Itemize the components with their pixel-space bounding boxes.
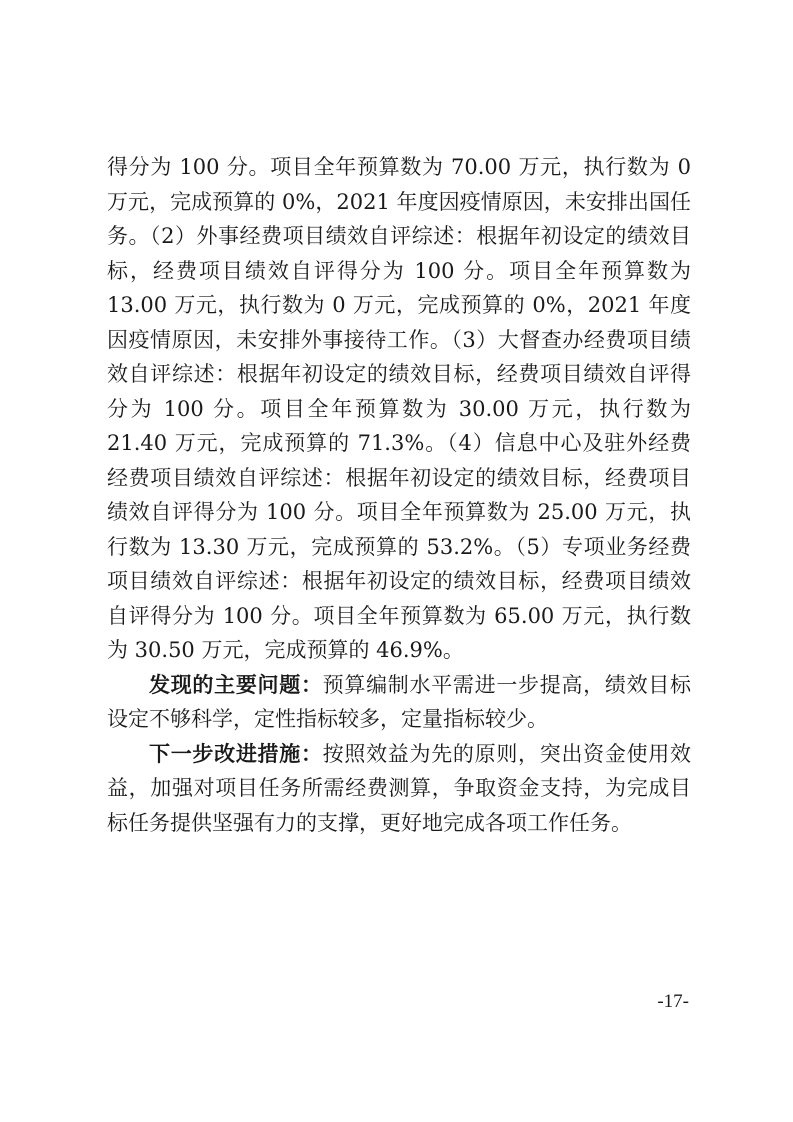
next-steps-heading: 下一步改进措施： <box>149 740 323 766</box>
page-number: -17- <box>657 991 689 1012</box>
problems-paragraph <box>107 668 691 737</box>
body-text <box>107 150 691 840</box>
next-steps-paragraph <box>107 737 691 841</box>
problems-body: 预算编制水平需进一步提高，绩效目标设定不够科学，定性指标较多，定量指标较少。 <box>107 672 692 731</box>
problems-heading: 发现的主要问题： <box>149 671 323 697</box>
next-steps-body: 按照效益为先的原则，突出资金使用效益，加强对项目任务所需经费测算，争取资金支持，为完成目标任务提供坚强有力的支撑，更好地完成各项工作任务。 <box>107 741 692 835</box>
continued-paragraph: 得分为 100 分。项目全年预算数为 70.00 万元，执行数为 0 万元，完成预算的 0%，2021 年度因疫情原因，未安排出国任务。（2）外事经费项目绩效自评综述：根据年初设定的绩效目标，经费项目绩效自评得分为 100 分。项目全年预算数为 13.00 万元，执行数为 0 万元，完成预算的 0%，2021 年度因疫情原因，未安排外事接待工作。（3）大督查办经费项目绩效自评综述：根据年初设定的绩效目标，经费项目绩效自评得分为 100 分。项目全年预算数为 30.00 万元，执行数为 21.40 万元，完成预算的 71.3%。（4）信息中心及驻外经费经费项目绩效自评综述：根据年初设定的绩效目标，经费项目绩效自评得分为 100 分。项目全年预算数为 25.00 万元，执行数为 13.30 万元，完成预算的 53.2%。（5）专项业务经费项目绩效自评综述：根据年初设定的绩效目标，经费项目绩效自评得分为 100 分。项目全年预算数为 65.00 万元，执行数为 30.50 万元，完成预算的 46.9%。 <box>107 155 691 662</box>
